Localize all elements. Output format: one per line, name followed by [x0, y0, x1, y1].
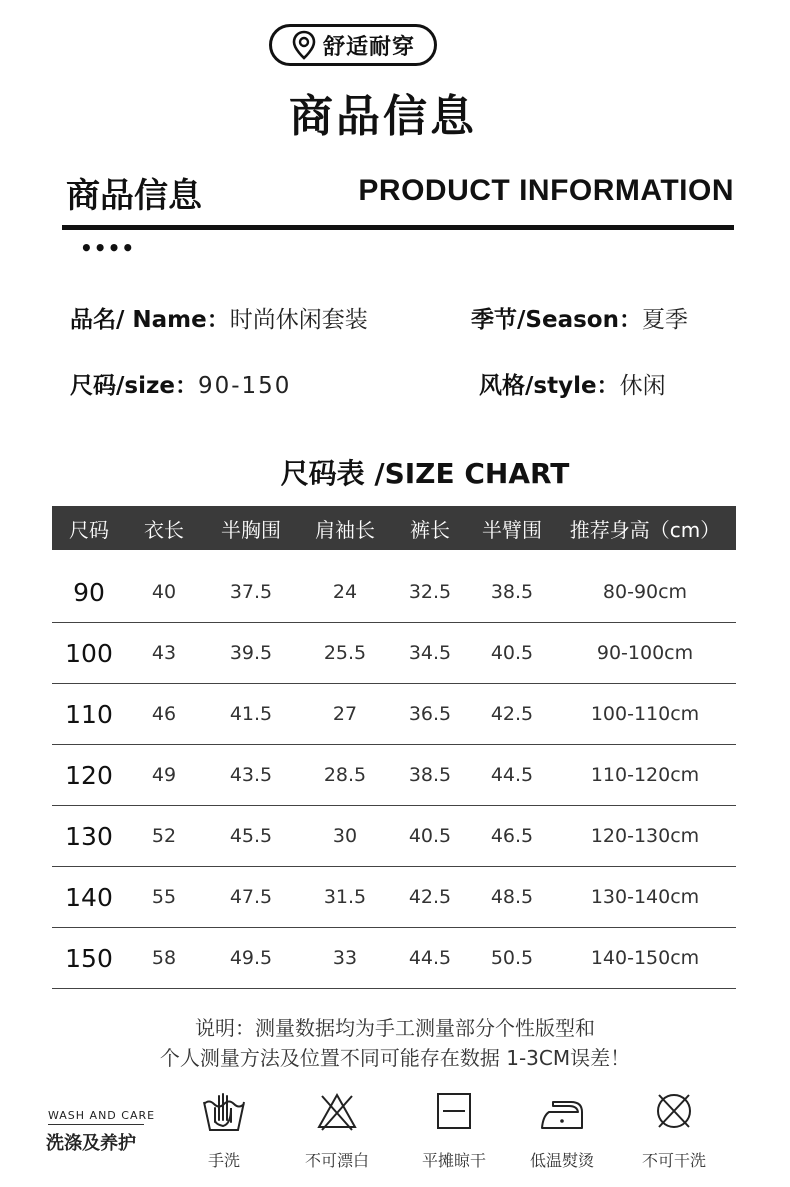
table-cell: 50.5 [490, 947, 534, 969]
care-title-divider [48, 1124, 144, 1125]
table-cell: 100-110cm [590, 703, 700, 725]
table-cell: 42.5 [408, 886, 452, 908]
table-row [52, 806, 736, 867]
size-cell: 120 [65, 760, 113, 790]
no-dry-clean-icon [651, 1090, 697, 1134]
care-item-no-dry-clean [624, 1090, 724, 1171]
table-cell: 42.5 [490, 703, 534, 725]
table-cell: 58 [151, 947, 177, 969]
care-item-hand-wash [174, 1090, 274, 1171]
table-cell: 44.5 [408, 947, 452, 969]
header-cell: 尺码 [69, 517, 109, 542]
badge-text: 舒适耐穿 [322, 34, 415, 60]
size-label: 尺码/size： [70, 373, 198, 399]
table-header [52, 506, 736, 550]
note-line-2: 个人测量方法及位置不同可能存在数据 1-3CM误差！ [159, 1046, 631, 1070]
table-cell: 34.5 [408, 642, 452, 664]
header-cell: 半臂围 [482, 517, 542, 542]
table-row [52, 562, 736, 623]
decorative-dots: •••• [80, 236, 136, 260]
table-cell: 37.5 [229, 581, 273, 603]
table-cell: 36.5 [408, 703, 452, 725]
size-cell: 90 [73, 577, 105, 607]
size-table [52, 506, 736, 989]
table-cell: 43.5 [229, 764, 273, 786]
table-cell: 39.5 [229, 642, 273, 664]
info-style [479, 367, 666, 400]
size-value: 90-150 [197, 373, 292, 399]
table-cell: 33 [332, 947, 358, 969]
table-cell: 49 [151, 764, 177, 786]
name-label: 品名/ Name： [70, 307, 230, 333]
table-cell: 46.5 [490, 825, 534, 847]
style-label: 风格/style： [479, 373, 620, 399]
season-label: 季节/Season： [471, 307, 642, 333]
table-cell: 41.5 [229, 703, 273, 725]
size-cell: 150 [65, 943, 113, 973]
page-title: 商品信息 [289, 91, 477, 142]
table-row [52, 928, 736, 989]
care-label: 平摊晾干 [421, 1151, 486, 1170]
table-cell: 49.5 [229, 947, 273, 969]
info-size [70, 367, 291, 400]
header-cell: 推荐身高（cm） [569, 517, 721, 542]
table-cell: 40.5 [408, 825, 452, 847]
table-body [52, 562, 736, 989]
table-cell: 45.5 [229, 825, 273, 847]
care-label: 手洗 [207, 1151, 240, 1170]
style-value: 休闲 [619, 373, 666, 399]
dry-flat-icon [431, 1090, 477, 1134]
table-cell: 44.5 [490, 764, 534, 786]
care-item-no-bleach [287, 1090, 387, 1171]
table-cell: 32.5 [408, 581, 452, 603]
note-line-1: 说明：测量数据均为手工测量部分个性版型和 [195, 1016, 595, 1040]
size-cell: 100 [65, 638, 113, 668]
table-cell: 55 [151, 886, 177, 908]
table-cell: 38.5 [490, 581, 534, 603]
care-item-dry-flat [404, 1090, 504, 1171]
table-cell: 130-140cm [590, 886, 700, 908]
table-cell: 24 [332, 581, 358, 603]
low-iron-icon [539, 1090, 585, 1134]
season-value: 夏季 [641, 307, 688, 333]
table-cell: 80-90cm [602, 581, 688, 603]
table-cell: 90-100cm [596, 642, 694, 664]
section-title-en: PRODUCT INFORMATION [358, 174, 734, 207]
table-cell: 30 [332, 825, 358, 847]
table-cell: 40 [151, 581, 177, 603]
table-cell: 140-150cm [590, 947, 700, 969]
header-cell: 半胸围 [221, 517, 281, 542]
care-label: 不可漂白 [304, 1151, 369, 1170]
table-cell: 43 [151, 642, 177, 664]
table-cell: 31.5 [323, 886, 367, 908]
hand-wash-icon [201, 1090, 247, 1134]
care-title-en: WASH AND CARE [48, 1109, 156, 1122]
table-cell: 47.5 [229, 886, 273, 908]
header-cell: 裤长 [410, 517, 450, 542]
location-pin-icon [291, 30, 317, 60]
care-label: 不可干洗 [641, 1151, 706, 1170]
section-divider [62, 225, 734, 230]
table-row [52, 684, 736, 745]
table-cell: 120-130cm [590, 825, 700, 847]
table-row [52, 745, 736, 806]
table-row [52, 867, 736, 928]
table-cell: 46 [151, 703, 177, 725]
info-name [70, 301, 368, 334]
care-item-low-iron [512, 1090, 612, 1171]
table-cell: 38.5 [408, 764, 452, 786]
care-title-cn: 洗涤及养护 [46, 1133, 136, 1154]
header-cell: 衣长 [144, 517, 184, 542]
size-chart-title: 尺码表 /SIZE CHART [280, 457, 570, 490]
header-cell: 肩袖长 [315, 517, 375, 542]
table-cell: 40.5 [490, 642, 534, 664]
table-cell: 25.5 [323, 642, 367, 664]
table-cell: 48.5 [490, 886, 534, 908]
table-cell: 52 [151, 825, 177, 847]
size-cell: 130 [65, 821, 113, 851]
feature-badge [269, 24, 437, 66]
table-row [52, 623, 736, 684]
info-season [471, 301, 688, 334]
name-value: 时尚休闲套装 [229, 307, 368, 333]
size-cell: 110 [65, 699, 113, 729]
table-cell: 28.5 [323, 764, 367, 786]
care-label: 低温熨烫 [529, 1151, 594, 1170]
table-cell: 27 [332, 703, 358, 725]
table-cell: 110-120cm [590, 764, 700, 786]
no-bleach-icon [314, 1090, 360, 1134]
section-title-cn: 商品信息 [66, 176, 202, 216]
size-cell: 140 [65, 882, 113, 912]
